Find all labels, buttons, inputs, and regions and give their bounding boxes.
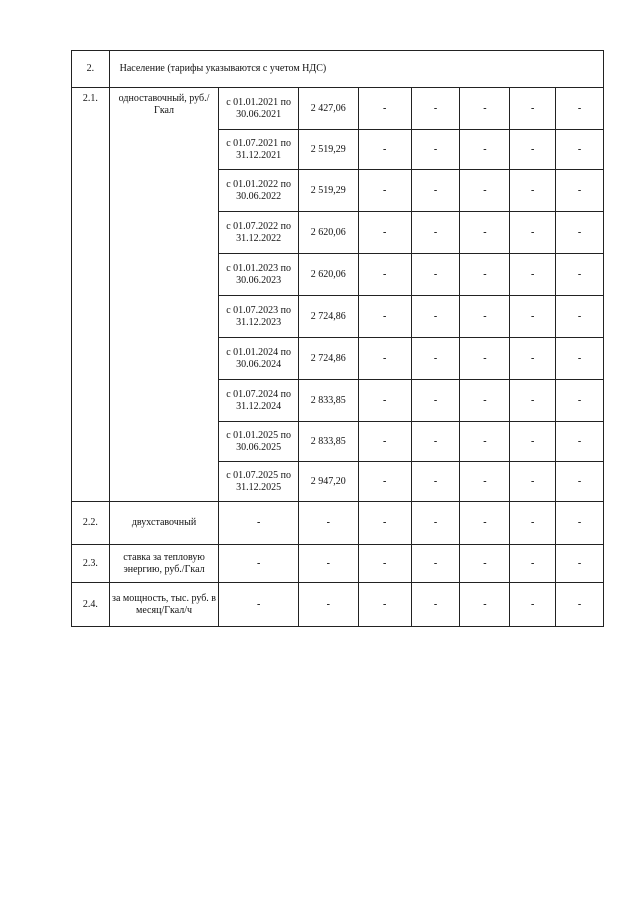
empty-dash-cell: - [358, 170, 411, 212]
empty-dash-cell: - [411, 380, 460, 422]
empty-dash-cell: - [510, 422, 556, 462]
empty-dash-cell: - [358, 212, 411, 254]
empty-dash-cell: - [460, 338, 510, 380]
period-cell: с 01.01.2022 по 30.06.2022 [219, 170, 298, 212]
row-number: 2.4. [72, 583, 110, 627]
empty-dash-cell: - [460, 254, 510, 296]
empty-dash-cell: - [411, 170, 460, 212]
empty-dash-cell: - [358, 130, 411, 170]
tariff-row [72, 502, 604, 545]
empty-dash-cell: - [460, 422, 510, 462]
empty-dash-cell: - [556, 296, 604, 338]
empty-dash-cell: - [556, 502, 604, 545]
empty-dash-cell: - [510, 380, 556, 422]
empty-dash-cell: - [460, 130, 510, 170]
row-label: двухставочный [109, 502, 219, 545]
empty-dash-cell: - [358, 422, 411, 462]
empty-dash-cell: - [411, 502, 460, 545]
empty-dash-cell: - [510, 130, 556, 170]
empty-dash-cell: - [411, 545, 460, 583]
row-label: за мощность, тыс. руб. в месяц/Гкал/ч [109, 583, 219, 627]
period-cell: с 01.07.2024 по 31.12.2024 [219, 380, 298, 422]
empty-dash-cell: - [510, 583, 556, 627]
empty-dash-cell: - [219, 583, 298, 627]
empty-dash-cell: - [298, 502, 358, 545]
empty-dash-cell: - [460, 380, 510, 422]
empty-dash-cell: - [219, 502, 298, 545]
row-label: ставка за тепловую энергию, руб./Гкал [109, 545, 219, 583]
tariff-row [72, 545, 604, 583]
tariff-period-row [72, 88, 604, 130]
empty-dash-cell: - [510, 296, 556, 338]
tariff-value-cell: 2 519,29 [298, 130, 358, 170]
empty-dash-cell: - [510, 170, 556, 212]
tariff-value-cell: 2 833,85 [298, 422, 358, 462]
empty-dash-cell: - [460, 296, 510, 338]
period-cell: с 01.01.2021 по 30.06.2021 [219, 88, 298, 130]
period-cell: с 01.01.2025 по 30.06.2025 [219, 422, 298, 462]
empty-dash-cell: - [510, 462, 556, 502]
empty-dash-cell: - [298, 583, 358, 627]
empty-dash-cell: - [460, 545, 510, 583]
empty-dash-cell: - [411, 583, 460, 627]
empty-dash-cell: - [411, 130, 460, 170]
empty-dash-cell: - [358, 583, 411, 627]
empty-dash-cell: - [510, 212, 556, 254]
tariff-value-cell: 2 620,06 [298, 254, 358, 296]
period-cell: с 01.07.2023 по 31.12.2023 [219, 296, 298, 338]
empty-dash-cell: - [556, 545, 604, 583]
empty-dash-cell: - [358, 338, 411, 380]
empty-dash-cell: - [219, 545, 298, 583]
empty-dash-cell: - [411, 254, 460, 296]
empty-dash-cell: - [460, 583, 510, 627]
empty-dash-cell: - [510, 254, 556, 296]
tariff-row [72, 583, 604, 627]
tariff-value-cell: 2 947,20 [298, 462, 358, 502]
period-cell: с 01.07.2021 по 31.12.2021 [219, 130, 298, 170]
row-number: 2.1. [72, 88, 110, 502]
tariff-value-cell: 2 620,06 [298, 212, 358, 254]
empty-dash-cell: - [510, 545, 556, 583]
empty-dash-cell: - [460, 170, 510, 212]
empty-dash-cell: - [556, 170, 604, 212]
empty-dash-cell: - [460, 88, 510, 130]
row-number: 2.3. [72, 545, 110, 583]
empty-dash-cell: - [411, 296, 460, 338]
empty-dash-cell: - [460, 212, 510, 254]
empty-dash-cell: - [358, 462, 411, 502]
row-number: 2.2. [72, 502, 110, 545]
tariff-value-cell: 2 833,85 [298, 380, 358, 422]
empty-dash-cell: - [556, 212, 604, 254]
empty-dash-cell: - [556, 583, 604, 627]
empty-dash-cell: - [411, 212, 460, 254]
empty-dash-cell: - [510, 88, 556, 130]
empty-dash-cell: - [411, 338, 460, 380]
empty-dash-cell: - [358, 88, 411, 130]
empty-dash-cell: - [556, 380, 604, 422]
empty-dash-cell: - [358, 380, 411, 422]
section-title: Население (тарифы указываются с учетом НДС) [109, 51, 603, 88]
empty-dash-cell: - [556, 254, 604, 296]
tariff-value-cell: 2 427,06 [298, 88, 358, 130]
empty-dash-cell: - [556, 338, 604, 380]
tariff-value-cell: 2 724,86 [298, 338, 358, 380]
empty-dash-cell: - [358, 296, 411, 338]
empty-dash-cell: - [460, 462, 510, 502]
empty-dash-cell: - [556, 462, 604, 502]
empty-dash-cell: - [556, 130, 604, 170]
tariff-value-cell: 2 519,29 [298, 170, 358, 212]
empty-dash-cell: - [460, 502, 510, 545]
empty-dash-cell: - [298, 545, 358, 583]
period-cell: с 01.01.2023 по 30.06.2023 [219, 254, 298, 296]
period-cell: с 01.07.2022 по 31.12.2022 [219, 212, 298, 254]
row-label: одноставочный, руб./Гкал [109, 88, 219, 502]
empty-dash-cell: - [358, 545, 411, 583]
empty-dash-cell: - [556, 88, 604, 130]
empty-dash-cell: - [358, 254, 411, 296]
empty-dash-cell: - [411, 462, 460, 502]
empty-dash-cell: - [510, 338, 556, 380]
empty-dash-cell: - [510, 502, 556, 545]
section-header-row [72, 51, 604, 88]
empty-dash-cell: - [411, 422, 460, 462]
section-number: 2. [72, 51, 110, 88]
empty-dash-cell: - [556, 422, 604, 462]
empty-dash-cell: - [358, 502, 411, 545]
empty-dash-cell: - [411, 88, 460, 130]
period-cell: с 01.07.2025 по 31.12.2025 [219, 462, 298, 502]
period-cell: с 01.01.2024 по 30.06.2024 [219, 338, 298, 380]
tariff-table [71, 50, 604, 627]
tariff-value-cell: 2 724,86 [298, 296, 358, 338]
